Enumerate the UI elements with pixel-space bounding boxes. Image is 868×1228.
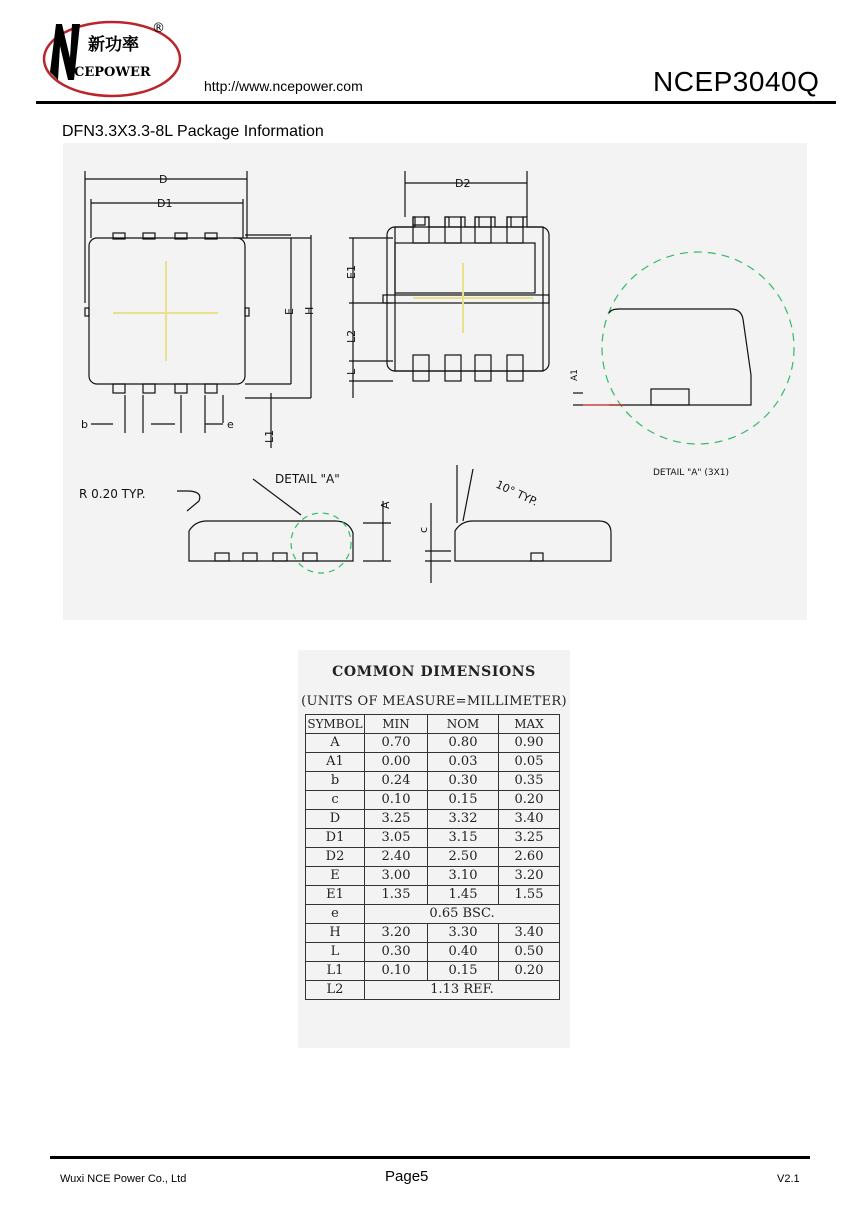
cell-nom: 0.80: [428, 734, 499, 753]
label-E: E: [283, 308, 296, 315]
cell-symbol: D2: [306, 848, 365, 867]
side-view-right: [425, 465, 611, 583]
label-E1: E1: [345, 265, 358, 279]
cell-min: 0.24: [365, 772, 428, 791]
table-row: [306, 867, 560, 886]
cell-nom: 3.15: [428, 829, 499, 848]
website-url[interactable]: http://www.ncepower.com: [204, 78, 363, 94]
section-title: DFN3.3X3.3-8L Package Information: [62, 123, 324, 140]
cell-symbol: A: [306, 734, 365, 753]
label-e: e: [227, 418, 234, 431]
cell-nom: 3.30: [428, 924, 499, 943]
cell-max: 0.05: [499, 753, 560, 772]
cell-nom: 0.15: [428, 962, 499, 981]
cell-max: 0.90: [499, 734, 560, 753]
common-dimensions-panel: [298, 650, 570, 1048]
label-b: b: [81, 418, 88, 431]
cell-min: 0.10: [365, 962, 428, 981]
cell-max: 3.20: [499, 867, 560, 886]
header-min: MIN: [365, 715, 428, 734]
label-angle: 10° TYP.: [493, 477, 540, 509]
cell-min: 0.10: [365, 791, 428, 810]
label-L1: L1: [263, 429, 276, 443]
label-A: A: [379, 501, 392, 509]
cell-nom: 2.50: [428, 848, 499, 867]
table-row: [306, 753, 560, 772]
cell-max: 0.20: [499, 962, 560, 981]
page-label: Page: [385, 1168, 421, 1185]
label-D: D: [159, 173, 168, 186]
header-divider: [36, 101, 836, 104]
cell-symbol: e: [306, 905, 365, 924]
label-D1: D1: [157, 197, 173, 210]
cell-min: 0.30: [365, 943, 428, 962]
table-row: [306, 772, 560, 791]
cell-max: 1.55: [499, 886, 560, 905]
cell-nom: 3.10: [428, 867, 499, 886]
header-symbol: SYMBOL: [306, 715, 365, 734]
cell-nom: 0.15: [428, 791, 499, 810]
cell-min: 3.00: [365, 867, 428, 886]
cell-symbol: c: [306, 791, 365, 810]
table-row: [306, 905, 560, 924]
label-A1: A1: [570, 369, 580, 381]
label-c: c: [417, 526, 430, 533]
table-row: [306, 924, 560, 943]
detail-a-view: [573, 252, 794, 444]
cell-max: 3.25: [499, 829, 560, 848]
registered-mark: ®: [152, 21, 165, 36]
cell-max: 3.40: [499, 810, 560, 829]
cell-nom: 0.40: [428, 943, 499, 962]
cell-symbol: H: [306, 924, 365, 943]
side-view: [177, 479, 391, 573]
cell-symbol: D: [306, 810, 365, 829]
table-row: [306, 848, 560, 867]
label-detail-a-scale: DETAIL "A" (3X1): [653, 468, 730, 478]
cell-min: 3.20: [365, 924, 428, 943]
header-max: MAX: [499, 715, 560, 734]
cell-max: 2.60: [499, 848, 560, 867]
part-number: NCEP3040Q: [653, 66, 820, 97]
cell-min: 1.35: [365, 886, 428, 905]
table-row: [306, 791, 560, 810]
cell-nom: 0.30: [428, 772, 499, 791]
cell-nom: 3.32: [428, 810, 499, 829]
cell-max: 0.50: [499, 943, 560, 962]
package-drawing: [63, 143, 807, 620]
table-row: [306, 943, 560, 962]
label-D2: D2: [455, 177, 471, 190]
cell-min: 3.05: [365, 829, 428, 848]
logo-brand: CEPOWER: [74, 65, 151, 80]
table-row: [306, 810, 560, 829]
label-detail-a: DETAIL "A": [275, 472, 340, 486]
table-row: [306, 734, 560, 753]
cell-min: 3.25: [365, 810, 428, 829]
cell-symbol: E: [306, 867, 365, 886]
page-indicator: [385, 1168, 428, 1185]
top-view: [85, 171, 311, 448]
label-radius: R 0.20 TYP.: [79, 487, 146, 501]
label-L: L: [345, 368, 358, 375]
label-H: H: [303, 306, 316, 315]
page-number: 5: [420, 1168, 429, 1185]
cell-max: 0.35: [499, 772, 560, 791]
table-row: [306, 886, 560, 905]
cell-span: 0.65 BSC.: [365, 905, 560, 924]
dimensions-table: [305, 714, 560, 1000]
document-version: V2.1: [777, 1173, 800, 1185]
company-logo: [40, 14, 200, 100]
table-title: COMMON DIMENSIONS: [332, 664, 536, 680]
cell-symbol: L1: [306, 962, 365, 981]
cell-symbol: L2: [306, 981, 365, 1000]
cell-nom: 0.03: [428, 753, 499, 772]
header-nom: NOM: [428, 715, 499, 734]
cell-symbol: A1: [306, 753, 365, 772]
table-row: [306, 962, 560, 981]
footer-divider: [50, 1156, 810, 1159]
table-header-row: [306, 715, 560, 734]
cell-min: 0.00: [365, 753, 428, 772]
table-units: (UNITS OF MEASURE=MILLIMETER): [301, 694, 567, 709]
bottom-view: [349, 171, 549, 398]
cell-symbol: D1: [306, 829, 365, 848]
cell-symbol: E1: [306, 886, 365, 905]
logo-chinese: 新功率: [88, 35, 139, 55]
label-L2: L2: [345, 329, 358, 343]
cell-symbol: L: [306, 943, 365, 962]
footer-company: Wuxi NCE Power Co., Ltd: [60, 1173, 187, 1185]
cell-min: 0.70: [365, 734, 428, 753]
cell-max: 3.40: [499, 924, 560, 943]
table-row: [306, 981, 560, 1000]
cell-min: 2.40: [365, 848, 428, 867]
table-row: [306, 829, 560, 848]
cell-max: 0.20: [499, 791, 560, 810]
cell-nom: 1.45: [428, 886, 499, 905]
cell-span: 1.13 REF.: [365, 981, 560, 1000]
cell-symbol: b: [306, 772, 365, 791]
